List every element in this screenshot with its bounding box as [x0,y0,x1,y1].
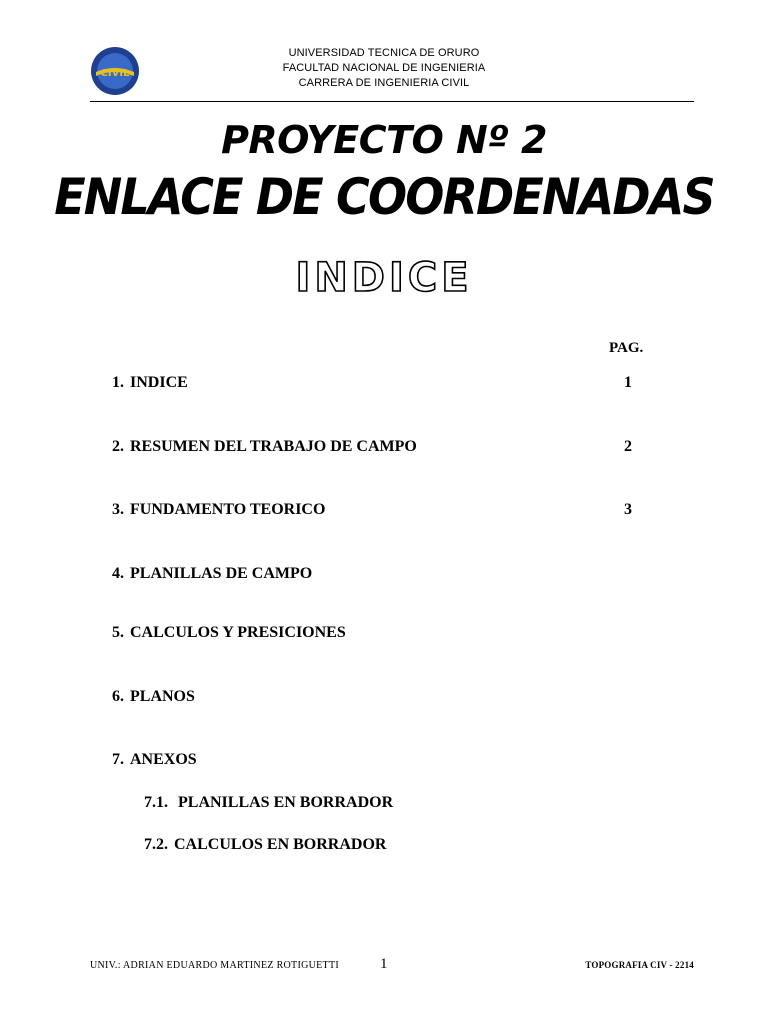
toc-item [112,688,642,710]
toc-item-page: 3 [624,501,632,518]
toc-item [112,751,642,773]
toc-item-label: CALCULOS EN BORRADOR [174,836,387,853]
toc-item [112,501,642,523]
toc-item-number: 4. [112,565,124,582]
toc-item-label: INDICE [130,374,188,391]
toc-item-label: PLANILLAS DE CAMPO [130,565,313,582]
logo-text: CIVIL [100,68,130,79]
toc-item-number: 5. [112,624,124,641]
footer-author: UNIV.: ADRIAN EDUARDO MARTINEZ ROTIGUETTI [90,960,339,971]
toc-item-label: RESUMEN DEL TRABAJO DE CAMPO [130,438,417,455]
toc-item [112,565,642,587]
toc-item-label: ANEXOS [130,751,197,768]
toc-item-number: 7. [112,751,124,768]
university-name: UNIVERSIDAD TECNICA DE ORURO [288,47,480,59]
page-column-header: PAG. [609,340,644,356]
toc-item-page: 1 [624,374,632,391]
toc-item-page: 2 [624,438,632,455]
toc-item-number: 6. [112,688,124,705]
toc-item-label: CALCULOS Y PRESICIONES [130,624,346,641]
toc-item-label: PLANOS [130,688,195,705]
toc-item [112,624,642,646]
project-title: PROYECTO Nº 2 [221,118,547,162]
toc-subitem [144,794,674,816]
toc-subitem [144,836,674,858]
toc-item-number: 3. [112,501,124,518]
footer-course: TOPOGRAFIA CIV - 2214 [585,960,694,970]
toc-item-label: FUNDAMENTO TEORICO [130,501,326,518]
toc-item-number: 2. [112,438,124,455]
toc-item [112,438,642,460]
section-title: INDICE [295,255,473,301]
project-subtitle: ENLACE DE COORDENADAS [54,168,714,226]
header-divider [90,101,694,102]
career-name: CARRERA DE INGENIERIA CIVIL [298,77,470,89]
toc-item-number: 7.1. [144,794,168,811]
footer-page-number: 1 [380,956,388,972]
toc-item-label: PLANILLAS EN BORRADOR [178,794,394,811]
faculty-name: FACULTAD NACIONAL DE INGENIERIA [282,62,486,74]
toc-item-number: 7.2. [144,836,168,853]
toc-item [112,374,642,396]
toc-item-number: 1. [112,374,124,391]
institution-header [0,46,768,91]
